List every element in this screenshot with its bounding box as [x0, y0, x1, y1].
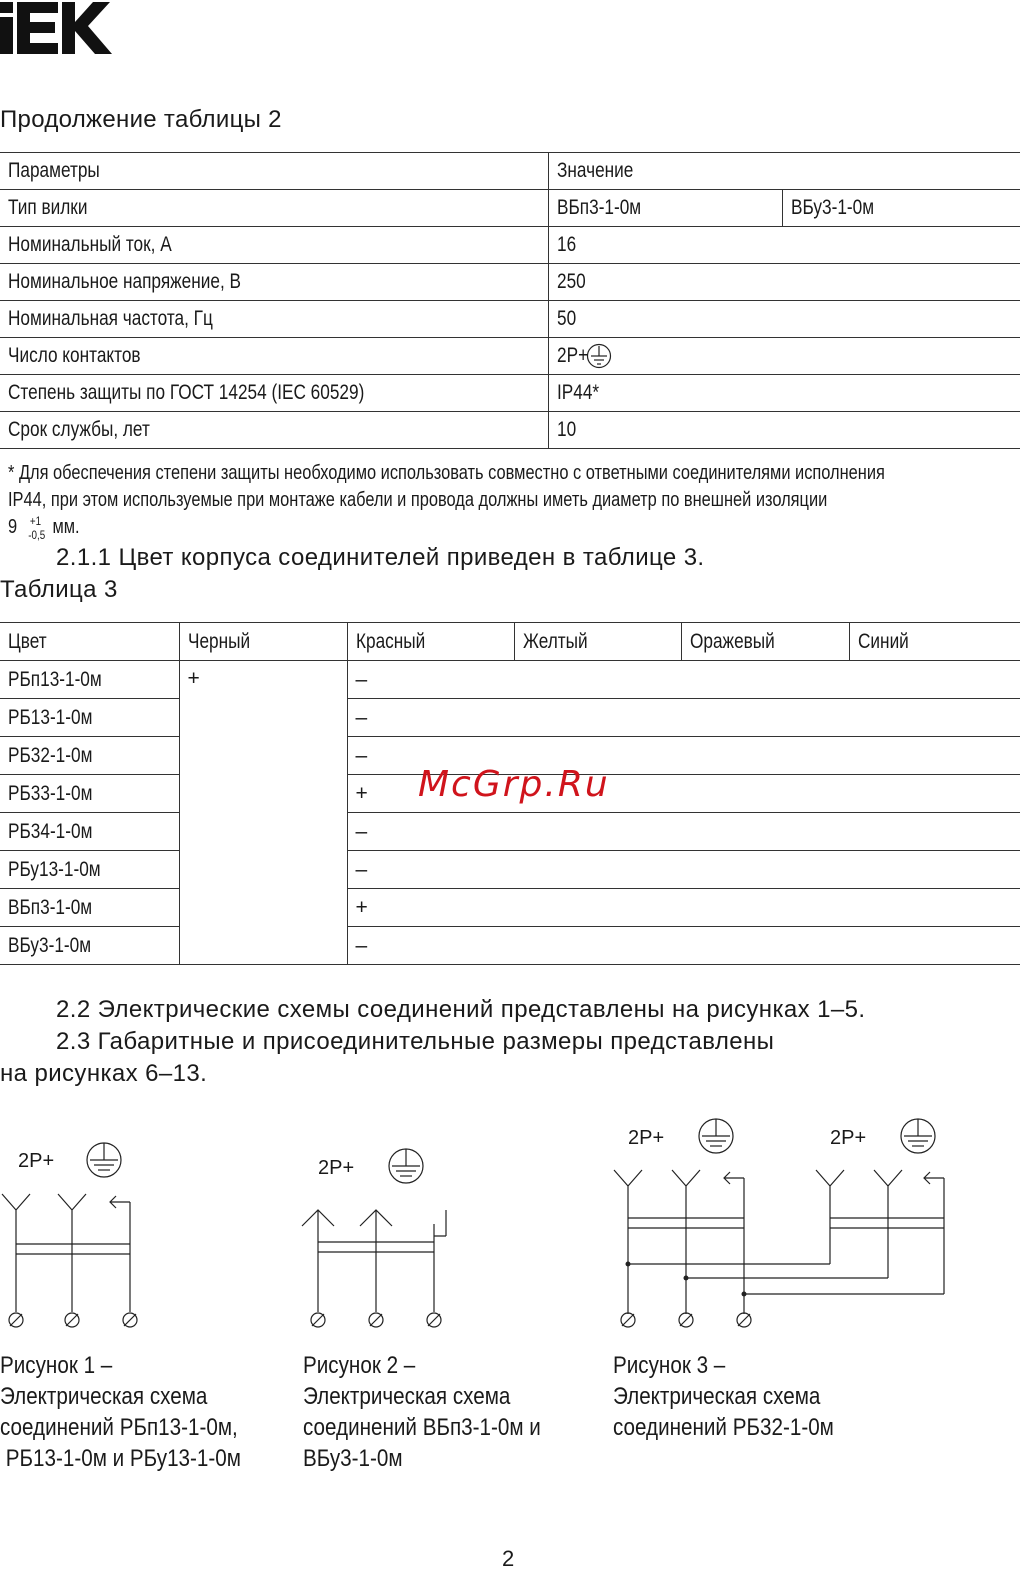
param-cell: Номинальная частота, Гц	[8, 307, 213, 330]
tolerance-upper: +1	[29, 514, 42, 528]
header-value: Значение	[556, 159, 633, 182]
header-cell: Цвет	[8, 629, 47, 653]
page-number: 2	[502, 1546, 515, 1571]
mark-cell: –	[355, 933, 368, 957]
table-row	[0, 927, 1020, 965]
section-2-3-cont: на рисунках 6–13.	[0, 1060, 208, 1087]
value-cell: 16	[556, 233, 576, 256]
caption-line: Электрическая схема	[303, 1383, 511, 1410]
footnote-unit: мм.	[52, 516, 80, 538]
header-cell: Красный	[355, 629, 425, 653]
param-cell: Степень защиты по ГОСТ 14254 (IEC 60529)	[8, 381, 365, 404]
caption-line: соединений РБп13-1-0м,	[0, 1414, 238, 1441]
mark-cell: –	[355, 819, 368, 843]
ground-icon	[87, 1143, 121, 1177]
caption-line: Электрическая схема	[0, 1383, 208, 1410]
ground-icon	[389, 1149, 423, 1183]
model-cell: РБу13-1-0м	[8, 857, 101, 881]
table-row	[0, 889, 1020, 927]
label-2p: 2P+	[18, 1150, 55, 1172]
figure-1-diagram	[0, 1140, 160, 1340]
black-mark: +	[187, 667, 200, 690]
caption-line: Рисунок 2 –	[303, 1352, 416, 1379]
figure-2-diagram	[300, 1146, 460, 1336]
label-2p: 2P+	[830, 1127, 867, 1149]
value-cell: 10	[556, 418, 576, 441]
param-cell: Число контактов	[8, 344, 141, 367]
footnote-line	[8, 514, 836, 541]
table2-caption: Продолжение таблицы 2	[0, 106, 282, 133]
mark-cell: –	[355, 705, 368, 729]
caption-line: ВБу3-1-0м	[303, 1445, 403, 1472]
figure-3-caption	[613, 1350, 870, 1443]
table-row	[0, 412, 1020, 449]
table-row	[0, 301, 1020, 338]
table2	[0, 152, 1020, 449]
mark-cell: –	[355, 743, 368, 767]
table-row	[0, 153, 1020, 190]
caption-line: соединений ВБп3-1-0м и	[303, 1414, 541, 1441]
table-row	[0, 623, 1020, 661]
table-row	[0, 661, 1020, 699]
model-cell: РБ34-1-0м	[8, 819, 93, 843]
table-row	[0, 375, 1020, 412]
param-cell: Тип вилки	[8, 196, 88, 219]
footnote-line: IP44, при этом используемые при монтаже кабели и провода должны иметь диаметр по внешней изоляции	[8, 489, 828, 511]
footnote-line: * Для обеспечения степени защиты необходимо использовать совместно с ответными соединителями исполнения	[8, 462, 885, 484]
table-row	[0, 813, 1020, 851]
label-2p: 2P+	[628, 1127, 665, 1149]
figure-2-caption	[303, 1350, 580, 1474]
section-2-3: 2.3 Габаритные и присоединительные размеры представлены	[56, 1028, 775, 1055]
model-cell: РБп13-1-0м	[8, 667, 102, 691]
mark-cell: –	[355, 857, 368, 881]
label-2p: 2P+	[318, 1157, 355, 1179]
ground-icon	[901, 1119, 935, 1153]
value-cell: 250	[556, 270, 586, 293]
ground-icon	[586, 343, 612, 369]
value-cell: 50	[556, 307, 576, 330]
model-cell: РБ33-1-0м	[8, 781, 93, 805]
section-2-2: 2.2 Электрические схемы соединений представлены на рисунках 1–5.	[56, 996, 866, 1023]
param-cell: Срок службы, лет	[8, 418, 150, 441]
section-2-1-1: 2.1.1 Цвет корпуса соединителей приведен в таблице 3.	[56, 544, 705, 571]
header-param: Параметры	[8, 159, 100, 182]
model-cell: РБ32-1-0м	[8, 743, 93, 767]
header-cell: Желтый	[522, 629, 588, 653]
model-cell: ВБп3-1-0м	[8, 895, 93, 919]
value-cell: ВБу3-1-0м	[790, 196, 874, 219]
table2-footnote	[8, 460, 1018, 541]
caption-line: РБ13-1-0м и РБу13-1-0м	[0, 1445, 241, 1472]
header-cell: Оражевый	[689, 629, 775, 653]
param-cell: Номинальный ток, А	[8, 233, 172, 256]
mark-cell: +	[355, 781, 368, 805]
footnote-value: 9	[8, 516, 18, 538]
table-row	[0, 227, 1020, 264]
figure-3-diagram	[610, 1114, 960, 1339]
value-cell: IP44*	[556, 381, 599, 404]
ground-icon	[699, 1119, 733, 1153]
caption-line: Рисунок 3 –	[613, 1352, 726, 1379]
table3-caption: Таблица 3	[0, 576, 118, 603]
header-cell: Синий	[857, 629, 909, 653]
model-cell: ВБу3-1-0м	[8, 933, 92, 957]
caption-line: соединений РБ32-1-0м	[613, 1414, 834, 1441]
figure-1-caption	[0, 1350, 280, 1474]
value-cell: ВБп3-1-0м	[556, 196, 641, 219]
table-row	[0, 190, 1020, 227]
table-row	[0, 264, 1020, 301]
mark-cell: –	[355, 667, 368, 691]
param-cell: Номинальное напряжение, В	[8, 270, 242, 293]
table-row	[0, 338, 1020, 375]
table-row	[0, 851, 1020, 889]
header-cell: Черный	[187, 629, 250, 653]
caption-line: Рисунок 1 –	[0, 1352, 113, 1379]
tolerance	[22, 514, 48, 542]
tolerance-lower: -0,5	[28, 528, 46, 542]
caption-line: Электрическая схема	[613, 1383, 821, 1410]
mark-cell: +	[355, 895, 368, 919]
watermark[interactable]: McGrp.Ru	[418, 764, 610, 805]
model-cell: РБ13-1-0м	[8, 705, 93, 729]
iek-logo	[0, 2, 112, 54]
table-row	[0, 699, 1020, 737]
value-cell: 2P+	[556, 343, 588, 367]
